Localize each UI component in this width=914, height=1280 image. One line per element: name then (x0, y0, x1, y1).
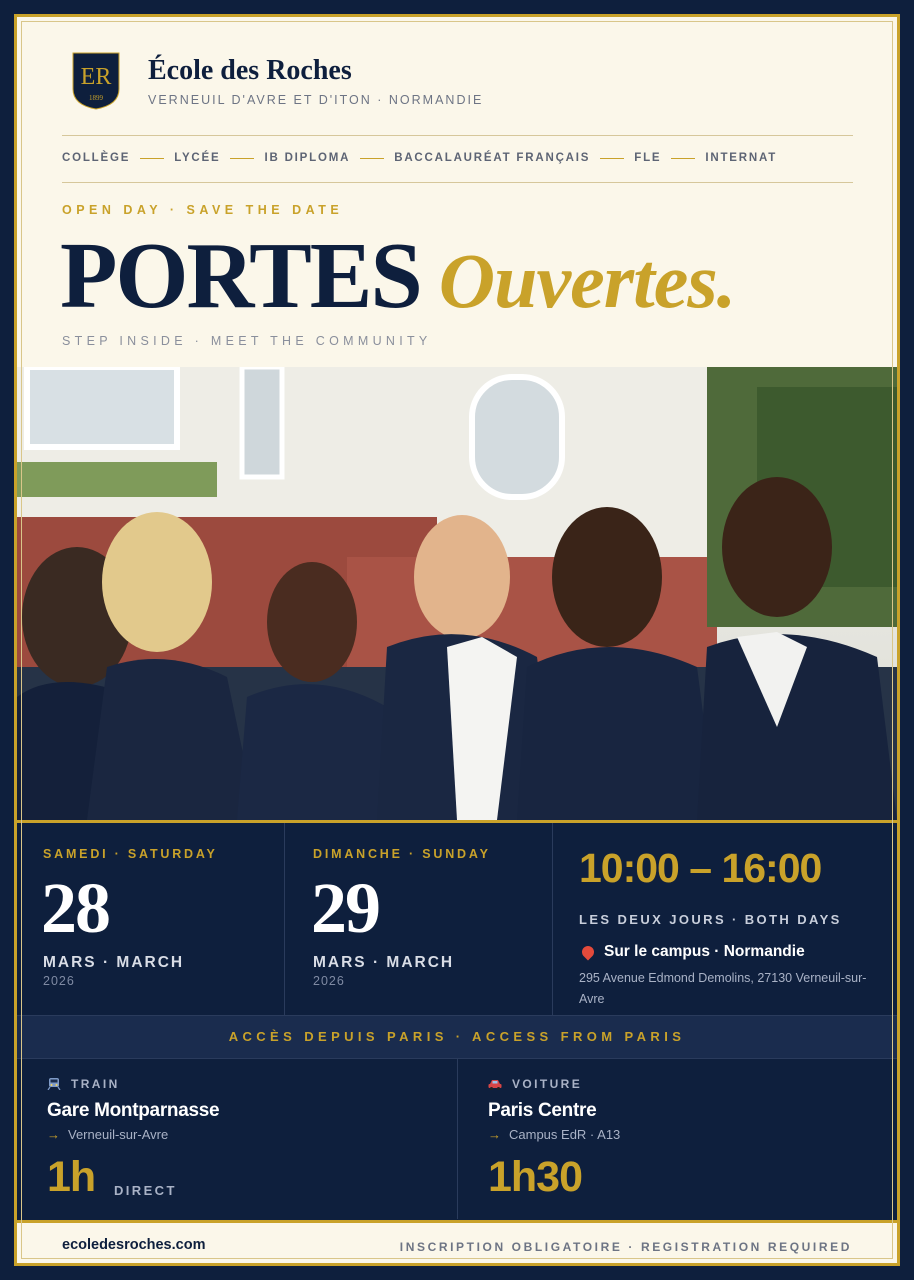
school-location: VERNEUIL D'AVRE ET D'ITON · NORMANDIE (148, 93, 484, 107)
program-list (62, 152, 777, 164)
poster-footer (17, 1220, 897, 1266)
program-separator (140, 158, 164, 159)
school-name: École des Roches (148, 55, 352, 86)
car-destination (488, 1127, 620, 1142)
train-station: Gare Montparnasse (47, 1100, 220, 1121)
destination-text: Verneuil-sur-Avre (68, 1127, 169, 1142)
program-item: IB DIPLOMA (264, 152, 351, 164)
car-duration: 1h30 (488, 1153, 583, 1201)
students-photo (17, 367, 897, 820)
train-info (17, 1059, 458, 1219)
program-item: LYCÉE (174, 152, 221, 164)
train-destination (47, 1127, 168, 1142)
divider-top (62, 135, 853, 136)
program-item: INTERNAT (705, 152, 778, 164)
campus-location (579, 943, 805, 961)
month-label: MARS · MARCH (313, 954, 455, 971)
year-label: 2026 (313, 974, 345, 988)
program-item: BACCALAURÉAT FRANÇAIS (394, 152, 591, 164)
tagline: STEP INSIDE · MEET THE COMMUNITY (62, 334, 432, 348)
program-separator (671, 158, 695, 159)
access-label: ACCÈS DEPUIS PARIS · ACCESS FROM PARIS (228, 1029, 686, 1044)
headline-accent: Ouvertes. (438, 237, 736, 324)
program-separator (600, 158, 624, 159)
location-pin-icon (580, 944, 597, 961)
campus-label: Sur le campus · Normandie (604, 943, 805, 960)
divider-bottom (62, 182, 853, 183)
website-link[interactable]: ecoledesroches.com (62, 1237, 206, 1253)
year-label: 2026 (43, 974, 75, 988)
arrow-right-icon: → (47, 1127, 60, 1142)
train-icon (47, 1078, 61, 1090)
poster (14, 14, 900, 1266)
event-info (17, 823, 897, 1266)
crest-year: 1899 (89, 94, 103, 102)
destination-text: Campus EdR · A13 (509, 1127, 621, 1142)
arrow-right-icon: → (488, 1127, 501, 1142)
day-label: SAMEDI · SATURDAY (43, 847, 218, 861)
event-hours: 10:00 – 16:00 (579, 845, 822, 891)
headline (60, 224, 736, 328)
train-label: TRAIN (71, 1077, 120, 1091)
access-banner (17, 1015, 897, 1059)
eyebrow-text: OPEN DAY · SAVE THE DATE (62, 203, 344, 217)
crest-monogram: ER (80, 64, 112, 90)
car-origin: Paris Centre (488, 1100, 597, 1121)
car-info (458, 1059, 897, 1219)
school-crest-logo (71, 51, 121, 111)
car-heading (488, 1077, 582, 1091)
train-heading (47, 1077, 120, 1091)
registration-notice: INSCRIPTION OBLIGATOIRE · REGISTRATION REQUIRED (399, 1240, 852, 1254)
car-label: VOITURE (512, 1077, 583, 1091)
headline-main: PORTES (60, 224, 421, 328)
poster-header (17, 17, 897, 367)
program-item: FLE (634, 152, 662, 164)
train-duration: 1h (47, 1153, 96, 1201)
car-icon (488, 1078, 502, 1090)
program-item: COLLÈGE (62, 152, 131, 164)
photo-illustration (17, 367, 897, 820)
date-sunday (285, 823, 553, 1015)
day-number: 29 (311, 868, 379, 948)
month-label: MARS · MARCH (43, 954, 185, 971)
day-label: DIMANCHE · SUNDAY (313, 847, 491, 861)
program-separator (230, 158, 254, 159)
hours-note: LES DEUX JOURS · BOTH DAYS (579, 912, 842, 927)
program-separator (360, 158, 384, 159)
train-direct: DIRECT (114, 1183, 177, 1198)
date-saturday (17, 823, 285, 1015)
campus-address: 295 Avenue Edmond Demolins, 27130 Verneuil-sur-Avre (579, 971, 867, 1006)
day-number: 28 (41, 868, 109, 948)
